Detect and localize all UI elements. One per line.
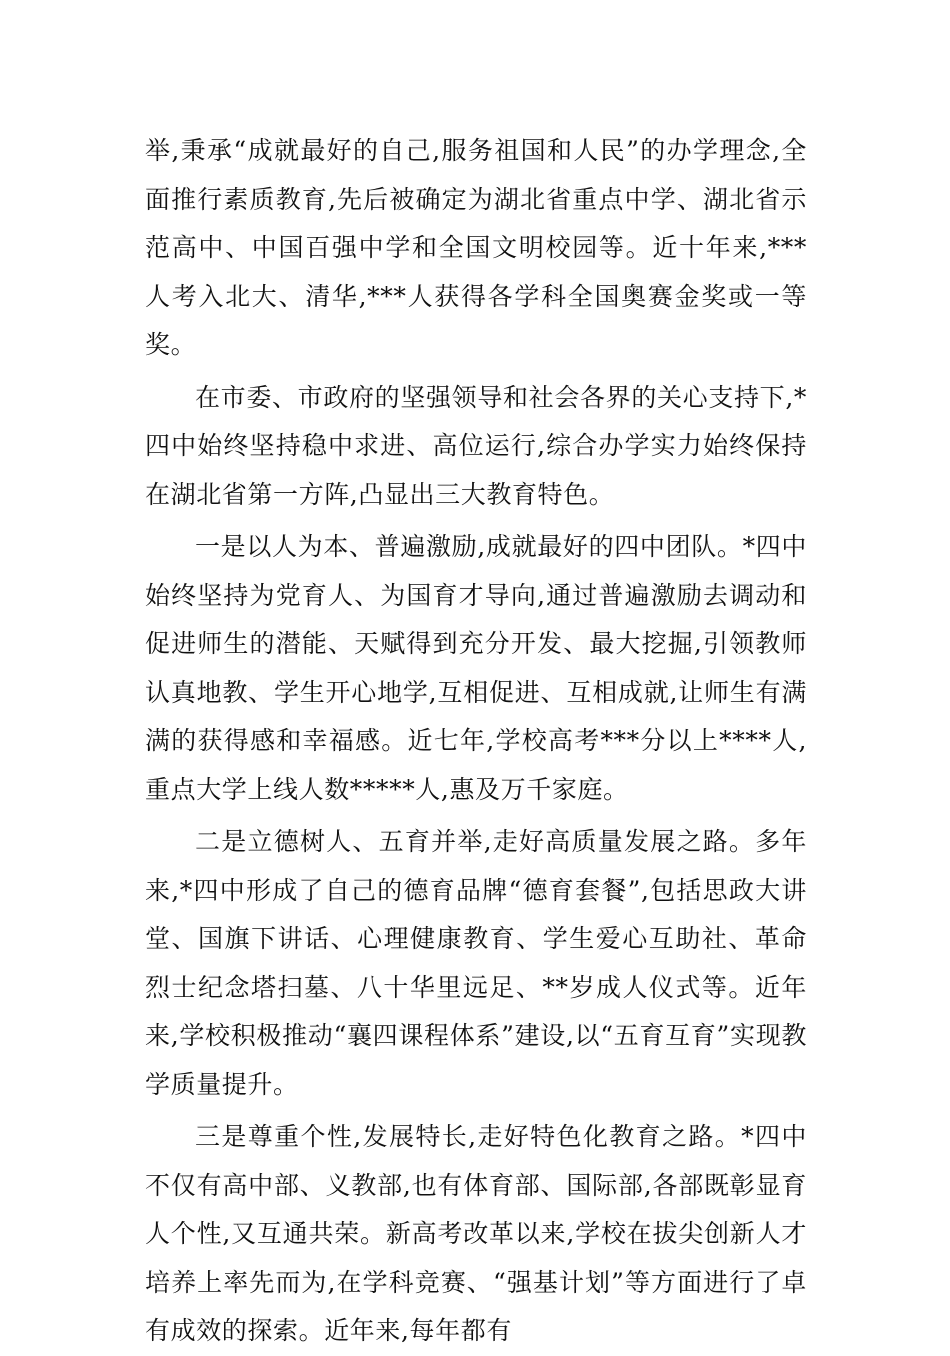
paragraph-1: 举,秉承“成就最好的自己,服务祖国和人民”的办学理念,全面推行素质教育,先后被确定为湖北省重点中学、湖北省示范高中、中国百强中学和全国文明校园等。近十年来,***人考入北大、清华,***人获得各学科全国奥赛金奖或一等奖。 <box>145 136 807 359</box>
paragraph-3: 一是以人为本、普遍激励,成就最好的四中团队。*四中始终坚持为党育人、为国育才导向,通过普遍激励去调动和促进师生的潜能、天赋得到充分开发、最大挖掘,引领教师认真地教、学生开心地学,互相促进、互相成就,让师生有满满的获得感和幸福感。近七年,学校高考***分以上****人,重点大学上线人数*****人,惠及万千家庭。 <box>145 532 807 804</box>
paragraph-2: 在市委、市政府的坚强领导和社会各界的关心支持下,*四中始终坚持稳中求进、高位运行,综合办学实力始终保持在湖北省第一方阵,凸显出三大教育特色。 <box>145 382 807 509</box>
paragraph-5: 三是尊重个性,发展特长,走好特色化教育之路。*四中不仅有高中部、义教部,也有体育部、国际部,各部既彰显育人个性,又互通共荣。新高考改革以来,学校在拔尖创新人才培养上率先而为,在学科竞赛、“强基计划”等方面进行了卓有成效的探索。近年来,每年都有 <box>145 1122 807 1345</box>
paragraph-4: 二是立德树人、五育并举,走好高质量发展之路。多年来,*四中形成了自己的德育品牌“德育套餐”,包括思政大讲堂、国旗下讲话、心理健康教育、学生爱心互助社、革命烈士纪念塔扫墓、八十华里远足、**岁成人仪式等。近年来,学校积极推动“襄四课程体系”建设,以“五育互育”实现教学质量提升。 <box>145 827 807 1099</box>
document-body <box>145 127 807 1356</box>
